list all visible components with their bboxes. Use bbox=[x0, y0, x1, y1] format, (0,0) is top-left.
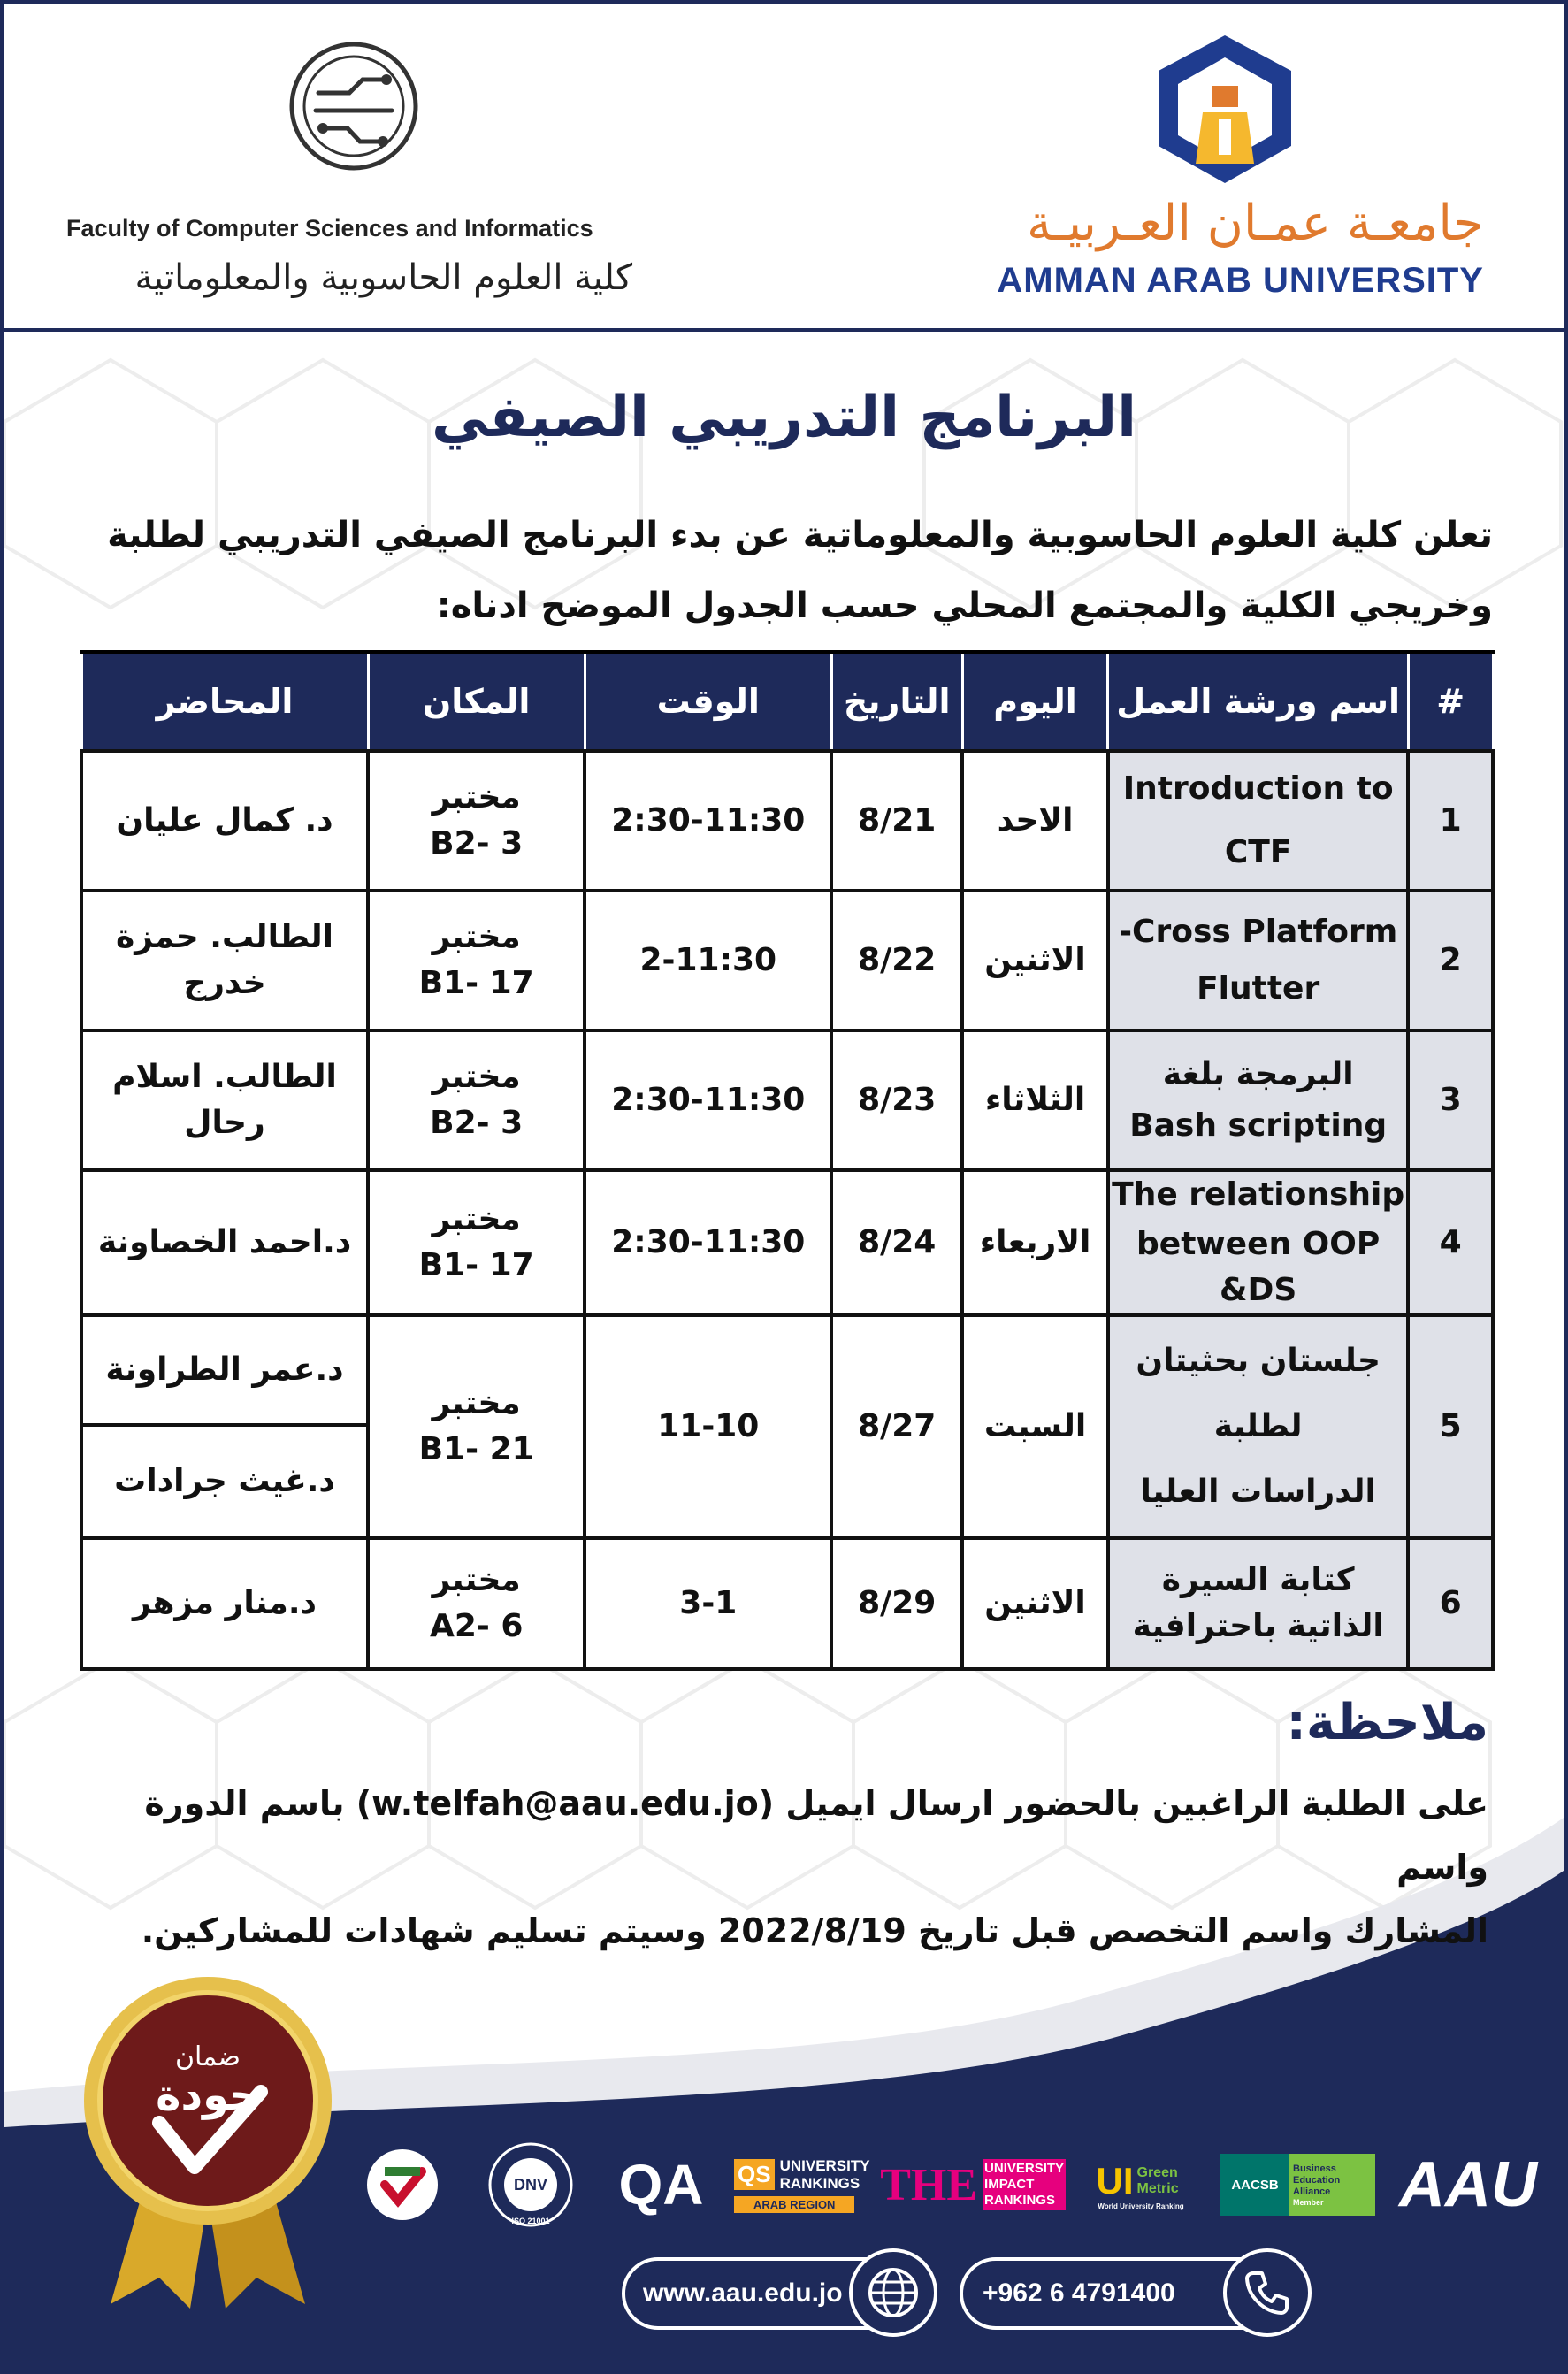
workshop-line: The relationship bbox=[1112, 1176, 1405, 1213]
page-title: البرنامج التدريبي الصيفي bbox=[431, 385, 1137, 450]
workshop-name bbox=[1108, 1538, 1408, 1669]
qs-region-text: ARAB REGION bbox=[734, 2196, 854, 2213]
lecturer-cell: د.احمد الخصاونة bbox=[81, 1170, 368, 1315]
note-line: على الطلبة الراغبين بالحضور ارسال ايميل (w.telfah@aau.edu.jo) باسم الدورة واسم bbox=[144, 1784, 1488, 1887]
intro-paragraph: تعلن كلية العلوم الحاسوبية والمعلوماتية عن بدء البرنامج الصيفي التدريبي لطلبة وخريجي الكلية والمجتمع المحلي حسب الجدول الموضح ادناه: bbox=[107, 515, 1493, 626]
workshop-line: الذاتية باحترافية bbox=[1132, 1608, 1384, 1644]
faculty-logo-icon bbox=[287, 40, 420, 172]
qa-logo bbox=[610, 2140, 712, 2229]
col-header-place: المكان bbox=[368, 652, 585, 751]
badge-top-text: ضمان bbox=[175, 2041, 241, 2072]
place-line: B2- 3 bbox=[430, 1105, 524, 1141]
faculty-name-arabic: كلية العلوم الحاسوبية والمعلوماتية bbox=[134, 257, 632, 298]
ui-green-side-text: Green Metric bbox=[1136, 2164, 1179, 2196]
place-line: A2- 6 bbox=[429, 1608, 524, 1644]
row-number: 5 bbox=[1408, 1315, 1493, 1538]
day-cell: الاثنين bbox=[962, 1538, 1108, 1669]
dnv-iso-text: ISO 21001 bbox=[511, 2217, 550, 2225]
quality-badge-icon bbox=[75, 1968, 340, 2313]
workshop-line: Cross Platform- bbox=[1119, 914, 1398, 950]
lecturer-cell: د.عمر الطراونة bbox=[81, 1315, 368, 1425]
workshop-name bbox=[1108, 1170, 1408, 1315]
qa-text: QA bbox=[618, 2153, 704, 2217]
place-cell bbox=[368, 751, 585, 891]
aacsb-side bbox=[1289, 2154, 1375, 2216]
workshop-line: Flutter bbox=[1197, 970, 1320, 1007]
workshop-line: البرمجة بلغة bbox=[1162, 1056, 1354, 1092]
university-name-arabic: جامعـة عمـان العـربيـة bbox=[1027, 195, 1484, 252]
date-cell: 8/24 bbox=[831, 1170, 962, 1315]
day-cell: الثلاثاء bbox=[962, 1030, 1108, 1170]
aacsb-logo bbox=[1220, 2140, 1375, 2229]
date-cell: 8/21 bbox=[831, 751, 962, 891]
badge-main-text: جودة bbox=[156, 2071, 260, 2120]
the-impact-rankings-logo bbox=[880, 2140, 1065, 2229]
workshop-name bbox=[1108, 1030, 1408, 1170]
lecturer-cell: د. كمال عليان bbox=[81, 751, 368, 891]
workshop-name bbox=[1108, 1315, 1408, 1538]
table-header-row bbox=[81, 652, 1493, 751]
qs-side-text: UNIVERSITY RANKINGS bbox=[779, 2156, 870, 2192]
time-cell: 2:30-11:30 bbox=[585, 751, 831, 891]
time-cell: 3-1 bbox=[585, 1538, 831, 1669]
ui-greenmetric-logo bbox=[1088, 2140, 1194, 2229]
time-cell: 2-11:30 bbox=[585, 891, 831, 1030]
day-cell: الاحد bbox=[962, 751, 1108, 891]
place-line: B1- 17 bbox=[418, 965, 534, 1001]
lecturer-cell: د.منار مزهر bbox=[81, 1538, 368, 1669]
aau-logo-text: AAU bbox=[1399, 2149, 1537, 2220]
faculty-name-english: Faculty of Computer Sciences and Informatics bbox=[66, 215, 593, 241]
col-header-lecturer: المحاضر bbox=[81, 652, 368, 751]
place-line: مختبر bbox=[432, 1059, 521, 1095]
partner-logos bbox=[358, 2140, 1543, 2238]
place-line: مختبر bbox=[432, 1385, 521, 1421]
place-cell bbox=[368, 1315, 585, 1538]
website-text: www.aau.edu.jo bbox=[643, 2278, 843, 2308]
day-cell: السبت bbox=[962, 1315, 1108, 1538]
phone-text: +962 6 4791400 bbox=[983, 2278, 1175, 2308]
date-cell: 8/23 bbox=[831, 1030, 962, 1170]
date-cell: 8/29 bbox=[831, 1538, 962, 1669]
dnv-text: DNV bbox=[513, 2176, 548, 2194]
aacsb-side-text: Business Education Alliance bbox=[1293, 2163, 1341, 2197]
quality-seal-small-icon bbox=[358, 2140, 447, 2229]
note-body bbox=[65, 1772, 1488, 1963]
time-cell: 2:30-11:30 bbox=[585, 1030, 831, 1170]
aacsb-member-text: Member bbox=[1293, 2197, 1324, 2207]
col-header-workshop: اسم ورشة العمل bbox=[1108, 652, 1408, 751]
header bbox=[4, 4, 1564, 332]
place-line: مختبر bbox=[432, 1201, 521, 1237]
date-cell: 8/22 bbox=[831, 891, 962, 1030]
col-header-num: # bbox=[1408, 652, 1493, 751]
row-number: 6 bbox=[1408, 1538, 1493, 1669]
ui-green-text: UI bbox=[1096, 2159, 1134, 2202]
row-number: 3 bbox=[1408, 1030, 1493, 1170]
place-cell bbox=[368, 1170, 585, 1315]
place-cell bbox=[368, 891, 585, 1030]
place-cell bbox=[368, 1538, 585, 1669]
workshop-line: CTF bbox=[1224, 834, 1292, 870]
the-text: THE bbox=[880, 2159, 978, 2210]
note-line: المشارك واسم التخصص قبل تاريخ 2022/8/19 وسيتم تسليم شهادات للمشاركين. bbox=[141, 1911, 1488, 1950]
place-line: B1- 17 bbox=[418, 1247, 534, 1283]
place-line: مختبر bbox=[432, 779, 521, 816]
aacsb-text: AACSB bbox=[1220, 2154, 1289, 2216]
workshop-line: كتابة السيرة bbox=[1161, 1562, 1355, 1598]
workshop-line: Introduction to bbox=[1122, 770, 1394, 807]
qs-rankings-logo bbox=[734, 2140, 871, 2229]
place-line: B2- 3 bbox=[430, 825, 524, 862]
note-title: ملاحظة: bbox=[1286, 1694, 1488, 1751]
the-side-text: UNIVERSITY IMPACT RANKINGS bbox=[983, 2159, 1066, 2210]
col-header-time: الوقت bbox=[585, 652, 831, 751]
place-line: B1- 21 bbox=[418, 1431, 534, 1467]
dnv-logo bbox=[482, 2140, 579, 2229]
qs-text: QS bbox=[734, 2159, 775, 2190]
day-cell: الاثنين bbox=[962, 891, 1108, 1030]
row-number: 2 bbox=[1408, 891, 1493, 1030]
row-number: 4 bbox=[1408, 1170, 1493, 1315]
aau-text-logo bbox=[1397, 2140, 1539, 2229]
phone-icon bbox=[1223, 2248, 1312, 2337]
ui-green-sub-text: World University Ranking bbox=[1098, 2202, 1184, 2210]
lecturer-cell: د.غيث جرادات bbox=[81, 1425, 368, 1538]
schedule-table bbox=[80, 650, 1495, 1671]
lecturer-cell: الطالب. حمزة خدرج bbox=[81, 891, 368, 1030]
university-name-english: AMMAN ARAB UNIVERSITY bbox=[997, 261, 1484, 300]
table-row bbox=[81, 1030, 1493, 1170]
day-cell: الاربعاء bbox=[962, 1170, 1108, 1315]
place-line: مختبر bbox=[432, 1562, 521, 1598]
time-cell: 2:30-11:30 bbox=[585, 1170, 831, 1315]
workshop-line: Bash scripting bbox=[1129, 1107, 1388, 1144]
col-header-date: التاريخ bbox=[831, 652, 962, 751]
globe-icon bbox=[849, 2248, 937, 2337]
workshop-name bbox=[1108, 891, 1408, 1030]
table-row bbox=[81, 1170, 1493, 1315]
lecturer-cell: الطالب. اسلام رحال bbox=[81, 1030, 368, 1170]
date-cell: 8/27 bbox=[831, 1315, 962, 1538]
row-number: 1 bbox=[1408, 751, 1493, 891]
place-line: مختبر bbox=[432, 919, 521, 955]
table-row bbox=[81, 751, 1493, 891]
workshop-line: جلستان بحثيتان bbox=[1136, 1343, 1381, 1379]
workshop-line: لطلبة bbox=[1213, 1408, 1303, 1444]
aau-logo-icon bbox=[1150, 31, 1300, 190]
table-row bbox=[81, 891, 1493, 1030]
place-cell bbox=[368, 1030, 585, 1170]
workshop-line: between OOP &DS bbox=[1136, 1226, 1381, 1308]
table-row bbox=[81, 1315, 1493, 1425]
time-cell: 11-10 bbox=[585, 1315, 831, 1538]
table-row bbox=[81, 1538, 1493, 1669]
col-header-day: اليوم bbox=[962, 652, 1108, 751]
workshop-line: الدراسات العليا bbox=[1140, 1474, 1376, 1510]
workshop-name bbox=[1108, 751, 1408, 891]
